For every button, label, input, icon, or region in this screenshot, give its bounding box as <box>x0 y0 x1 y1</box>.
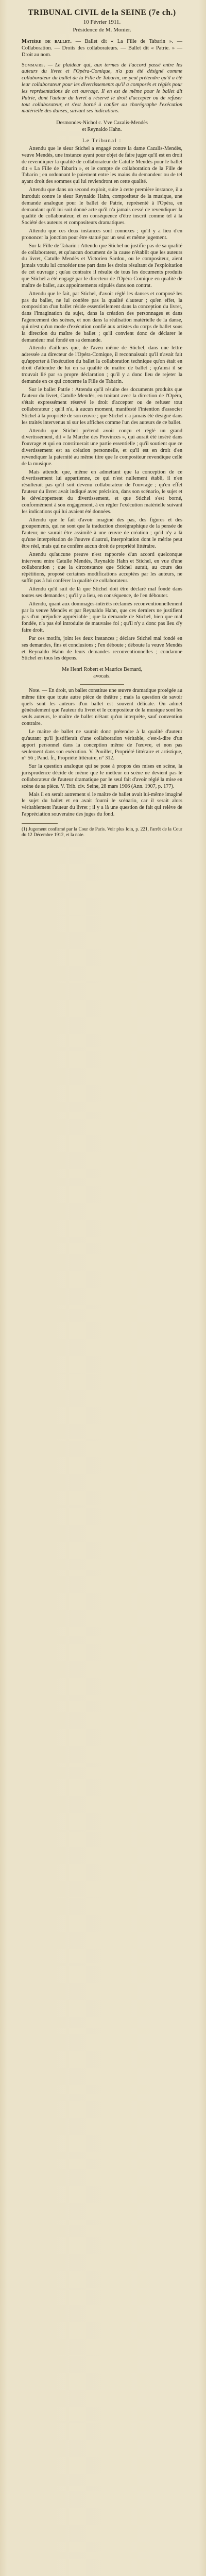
presidency-line: Présidence de M. Monier. <box>73 27 131 33</box>
judgment-paragraph: Attendu qu'il suit de là que Stichel doit être déclaré mal fondé dans toutes ses demandes ; qu'il y a lieu, en conséquence, de l'en débouter. <box>22 586 182 599</box>
judgment-paragraph: Attendu que le fait, par Stichel, d'avoir réglé les danses et composé les pas du ballet, ne lui confère pas la qualité d'auteur ; qu'en effet, la composition d'un ballet réside essentiellement dans la conception du livret, dans l'imagination du sujet, dans la création des personnages et dans l'agencement des scènes, et non dans la réalisation matérielle de la danse, qui n'est qu'un mode d'exécution confié aux artistes du corps de ballet sous la direction du maître de ballet ; qu'il convient donc de déclarer le demandeur mal fondé en sa demande. <box>22 291 182 343</box>
judgment-body <box>22 146 182 662</box>
judgment-date: 10 Février 1911. <box>83 19 121 25</box>
subject-matter-lead: Matière de ballet. <box>22 39 72 44</box>
judgment-paragraph: Attendu que Stichel prétend avoir conçu et réglé un grand divertissement, dit « la Marche des Provinces », qui aurait été inséré dans l'ouvrage et qui en constituerait une partie essentielle ; qu'il soutient que ce divertissement est sa création personnelle, et qu'il est en droit d'en revendiquer la paternité au même titre que le compositeur revendique celle de la musique. <box>22 428 182 467</box>
judgment-paragraph: Attendu, quant aux dommages-intérêts réclamés reconventionnellement par la veuve Mendès et par Reynaldo Hahn, que ces derniers ne justifient pas d'un préjudice appréciable ; que la demande de Stichel, bien que mal fondée, n'a pas été introduite de mauvaise foi ; qu'il n'y a donc pas lieu d'y faire droit. <box>22 601 182 634</box>
note-paragraph: Le maître de ballet ne saurait donc prétendre à la qualité d'auteur qu'autant qu'il justifierait d'une collaboration véritable, c'est-à-dire d'un apport personnel dans la conception même de l'œuvre, et non pas seulement dans son exécution. V. Pouillet, Propriété littéraire et artistique, n° 56 ; Pand. fr., Propriété littéraire, n° 312. <box>22 729 182 761</box>
judgment-paragraph: Attendu que le sieur Stichel a engagé contre la dame Cazalis-Mendès, veuve Mendès, une instance ayant pour objet de faire juger qu'il est en droit de revendiquer la qualité de collaborateur de Catulle Mendès pour le ballet dit « La Fille de Tabarin », et le compte de collaboration de la Fille de Tabarin ; en ordonnant le paiement entre les mains du demandeur ou de tel ayant droit des sommes qui lui reviendront en cette qualité. <box>22 145 182 185</box>
parties <box>22 120 182 133</box>
note-paragraph: Sur la question analogue qui se pose à propos des mises en scène, la jurisprudence décide de même que le metteur en scène ne devient pas le collaborateur de l'auteur dramatique par le seul fait d'avoir réglé la mise en scène de sa pièce. V. Trib. civ. Seine, 28 mars 1906 (Ann. 1907, p. 177). <box>22 764 182 789</box>
judgment-paragraph: Mais attendu que, même en admettant que la conception de ce divertissement lui appartienne, ce qui n'est nullement établi, il n'en résulterait pas qu'il soit devenu collaborateur de l'ouvrage ; qu'en effet l'auteur du livret avait indiqué avec précision, dans son scénario, le sujet et le développement du divertissement, et que Stichel s'est borné, conformément à son engagement, à en régler l'exécution matérielle suivant les indications qui lui avaient été données. <box>22 469 182 515</box>
summary-lead: Sommaire. <box>22 62 45 68</box>
counsel-names: Me Henri Robert et Maurice Bernard, <box>62 667 142 673</box>
judgment-paragraph: Sur la Fille de Tabarin : Attendu que Stichel ne justifie pas de sa qualité de collaborateur, et qu'aucun document de la cause n'établit que les auteurs du livret, Catulle Mendès et Victorien Sardou, ou le compositeur, aient jamais voulu lui concéder une part dans les droits résultant de l'exploitation de cet ouvrage ; qu'au contraire il résulte de tous les documents produits que Stichel a été engagé par le directeur de l'Opéra-Comique en qualité de maître de ballet, aux appointements stipulés dans son contrat. <box>22 243 182 289</box>
judgment-paragraph: Attendu que le fait d'avoir imaginé des pas, des figures et des groupements, qui ne sont que la traduction chorégraphique de la pensée de l'auteur, ne saurait être assimilé à une œuvre de création ; qu'il n'y a là qu'une interprétation de l'œuvre d'autrui, interprétation dont le mérite peut être réel, mais qui ne confère aucun droit de propriété littéraire. <box>22 517 182 549</box>
text-column <box>22 8 182 838</box>
parties-line: Desmondes-Nichol c. Vve Cazalis-Mendès <box>56 120 148 126</box>
parties-line: et Reynaldo Hahn. <box>82 127 122 133</box>
judgment-paragraph: Attendu que ces deux instances sont connexes ; qu'il y a lieu d'en prononcer la jonction pour être statué par un seul et même jugement. <box>22 228 182 241</box>
judgment-paragraph: Attendu d'ailleurs que, de l'aveu même de Stichel, dans une lettre adressée au directeur de l'Opéra-Comique, il reconnaissait qu'il n'avait fait qu'apporter à l'exécution du ballet la collaboration technique qu'on était en droit d'attendre de lui en sa qualité de maître de ballet ; qu'ainsi il se trouvait lié par sa propre déclaration ; qu'il y a donc lieu de rejeter la demande en ce qui concerne la Fille de Tabarin. <box>22 345 182 384</box>
subject-matter-text: — Ballet dit « La Fille de Tabarin ». — Collaboration. — Droits des collaborateurs. — Ballet dit « Patrie. » — Droit au nom. <box>22 39 182 58</box>
note-paragraph: Note. — En droit, un ballet constitue une œuvre dramatique protégée au même titre que toute autre pièce de théâtre ; mais la question de savoir quels sont les auteurs d'un ballet est souvent délicate. On admet généralement que l'auteur du livret et le compositeur de la musique sont les seuls auteurs, le maître de ballet n'étant qu'un interprète, sauf convention contraire. <box>22 687 182 727</box>
judgment-paragraph: Par ces motifs, joint les deux instances ; déclare Stichel mal fondé en ses demandes, fins et conclusions ; l'en déboute ; déboute la veuve Mendès et Reynaldo Hahn de leurs demandes reconventionnelles ; condamne Stichel en tous les dépens. <box>22 635 182 662</box>
note-paragraph: Mais il en serait autrement si le maître de ballet avait lui-même imaginé le sujet du ballet et en avait fourni le scénario, car il serait alors véritablement l'auteur du livret ; il y a là une question de fait qui relève de l'appréciation souveraine des juges du fond. <box>22 791 182 818</box>
footnote-divider <box>22 823 58 824</box>
counsel-role: avocats. <box>93 673 111 680</box>
subject-matter <box>22 39 182 59</box>
judgment-paragraph: Sur le ballet Patrie : Attendu qu'il résulte des documents produits que l'auteur du livret, Catulle Mendès, en traitant avec la direction de l'Opéra, s'était expressément réservé le droit d'accepter ou de refuser tout collaborateur ; qu'il n'a, à aucun moment, manifesté l'intention d'associer Stichel à la propriété de son œuvre ; que Stichel n'a jamais été désigné dans les traités intervenus ni sur les affiches comme l'un des auteurs de ce ballet. <box>22 386 182 426</box>
section-divider <box>80 684 124 685</box>
judgment-paragraph: Attendu qu'aucune preuve n'est rapportée d'un accord quelconque intervenu entre Catulle Mendès, Reynaldo Hahn et Stichel, en vue d'une collaboration ; que la circonstance que Stichel aurait, au cours des répétitions, proposé certaines modifications acceptées par les auteurs, ne suffit pas à lui conférer la qualité de collaborateur. <box>22 551 182 584</box>
judgment-paragraph: Attendu que dans un second exploit, suite à cette première instance, il a introduit contre le sieur Reynaldo Hahn, compositeur de la musique, une demande analogue pour le ballet de Patrie, représenté à l'Opéra, en demandant qu'il lui soit donné acte qu'il n'a jamais cessé de revendiquer la qualité de collaborateur, et en conséquence d'être inscrit comme tel à la Société des auteurs et compositeurs dramatiques. <box>22 187 182 226</box>
summary <box>22 62 182 115</box>
footnote: (1) Jugement confirmé par la Cour de Paris. Voir plus loin, p. 221, l'arrêt de la Cour du 12 Décembre 1912, et la note. <box>22 826 182 838</box>
summary-text: — Le plaideur qui, aux termes de l'accord passé entre les auteurs du livret et l'Opéra-Comique, n'a pas été désigné comme collaborateur du ballet de la Fille de Tabarin, ne peut prétendre qu'il a été leur collaborateur pour les divertissements qu'il a composés et réglés pour les représentations de cet ouvrage. Il en est de même pour le ballet dit Patrie, dont l'auteur du livret a réservé le droit d'accepter ou de refuser tout collaborateur, et s'est borné à confier au chorégraphe l'exécution matérielle des danses, suivant ses indications. <box>22 62 182 114</box>
section-title: Le Tribunal : <box>82 138 122 144</box>
editor-note <box>22 688 182 818</box>
counsel-line <box>22 667 182 680</box>
court-title: TRIBUNAL CIVIL de la SEINE (7e ch.) <box>28 8 176 17</box>
